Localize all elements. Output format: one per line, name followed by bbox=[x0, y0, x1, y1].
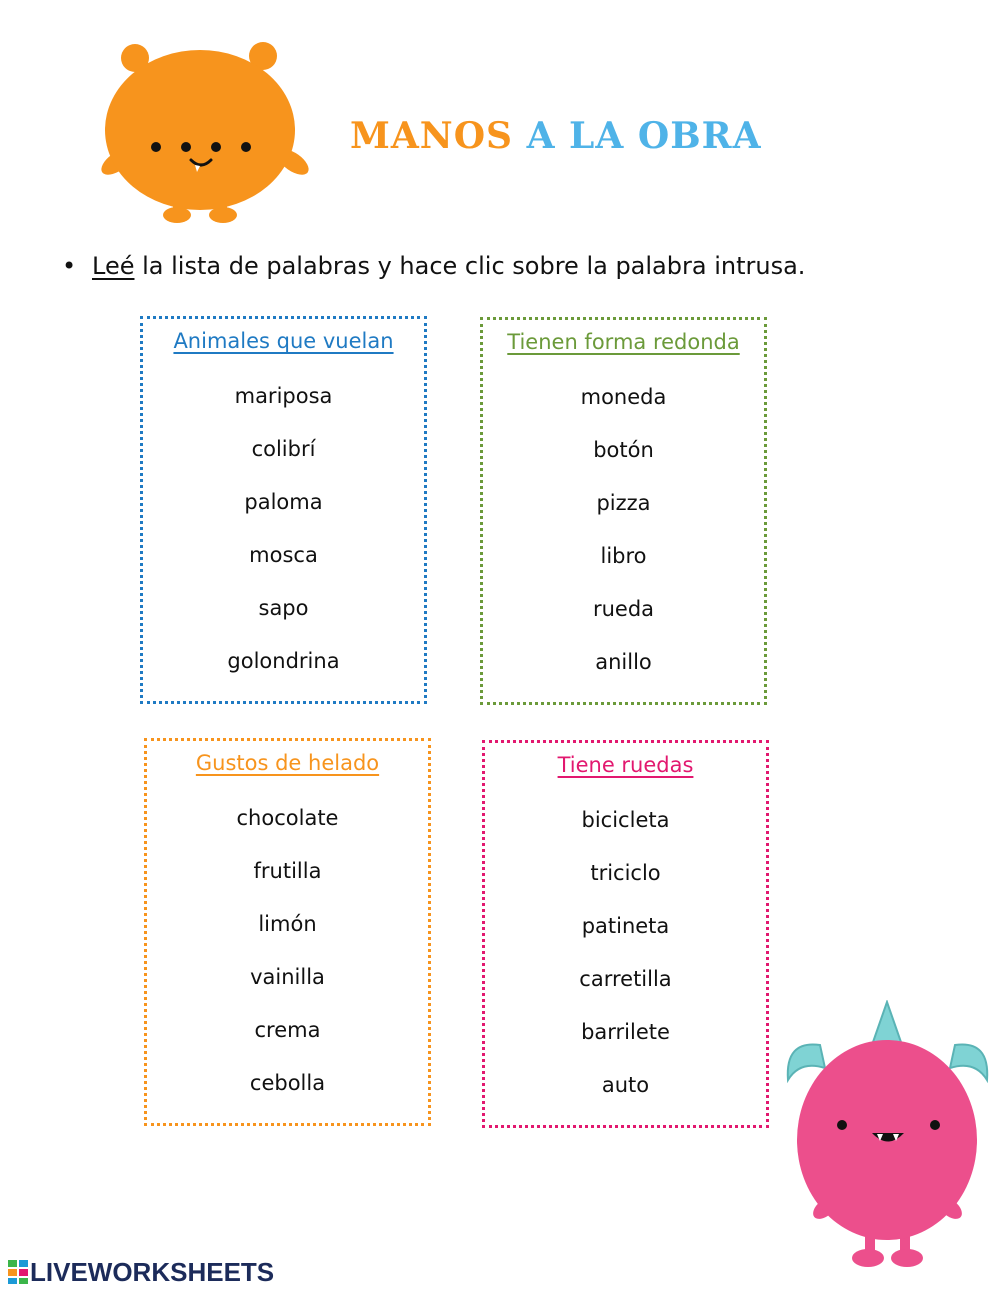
logo-text: LIVEWORKSHEETS bbox=[30, 1257, 275, 1287]
word-box-ruedas bbox=[482, 740, 769, 1128]
word-option[interactable]: patineta bbox=[581, 914, 670, 938]
word-option[interactable]: vainilla bbox=[250, 965, 325, 989]
liveworksheets-logo bbox=[8, 1258, 274, 1286]
word-option[interactable]: triciclo bbox=[590, 861, 661, 885]
liveworksheets-mark-icon bbox=[8, 1260, 28, 1284]
word-option[interactable]: sapo bbox=[258, 596, 309, 620]
box-title: Gustos de helado bbox=[195, 751, 380, 775]
word-option[interactable]: crema bbox=[254, 1018, 321, 1042]
page-title bbox=[350, 115, 762, 157]
pink-monster-illustration bbox=[780, 1000, 995, 1280]
word-option[interactable]: carretilla bbox=[579, 967, 672, 991]
word-option[interactable]: rueda bbox=[592, 597, 655, 621]
word-box-redonda bbox=[480, 317, 767, 705]
word-option[interactable]: bicicleta bbox=[581, 808, 670, 832]
word-option[interactable]: mariposa bbox=[234, 384, 333, 408]
word-option[interactable]: anillo bbox=[595, 650, 652, 674]
word-option[interactable]: limón bbox=[258, 912, 317, 936]
instruction-underlined-word: Leé bbox=[92, 252, 135, 280]
title-part-1: MANOS bbox=[350, 115, 514, 157]
box-title: Tiene ruedas bbox=[557, 753, 694, 777]
word-option[interactable]: colibrí bbox=[251, 437, 316, 461]
word-option[interactable]: cebolla bbox=[249, 1071, 326, 1095]
bullet-icon: • bbox=[62, 252, 77, 280]
word-option[interactable]: chocolate bbox=[236, 806, 339, 830]
orange-monster-illustration bbox=[95, 40, 315, 230]
word-option[interactable]: auto bbox=[601, 1073, 650, 1097]
instruction-rest: la lista de palabras y hace clic sobre la palabra intrusa. bbox=[134, 252, 806, 280]
word-box-helado bbox=[144, 738, 431, 1126]
word-option[interactable]: libro bbox=[600, 544, 647, 568]
word-option[interactable]: moneda bbox=[580, 385, 667, 409]
instruction-text bbox=[62, 252, 805, 280]
word-option[interactable]: botón bbox=[593, 438, 654, 462]
word-option[interactable]: frutilla bbox=[253, 859, 322, 883]
word-box-animales bbox=[140, 316, 427, 704]
word-option[interactable]: barrilete bbox=[581, 1020, 670, 1044]
word-option[interactable]: golondrina bbox=[227, 649, 340, 673]
word-option[interactable]: mosca bbox=[249, 543, 318, 567]
title-part-2: A LA bbox=[526, 115, 625, 157]
word-option[interactable]: pizza bbox=[596, 491, 651, 515]
box-title: Animales que vuelan bbox=[173, 329, 394, 353]
word-option[interactable]: paloma bbox=[244, 490, 323, 514]
box-title: Tienen forma redonda bbox=[507, 330, 740, 354]
title-part-3: OBRA bbox=[637, 115, 762, 157]
